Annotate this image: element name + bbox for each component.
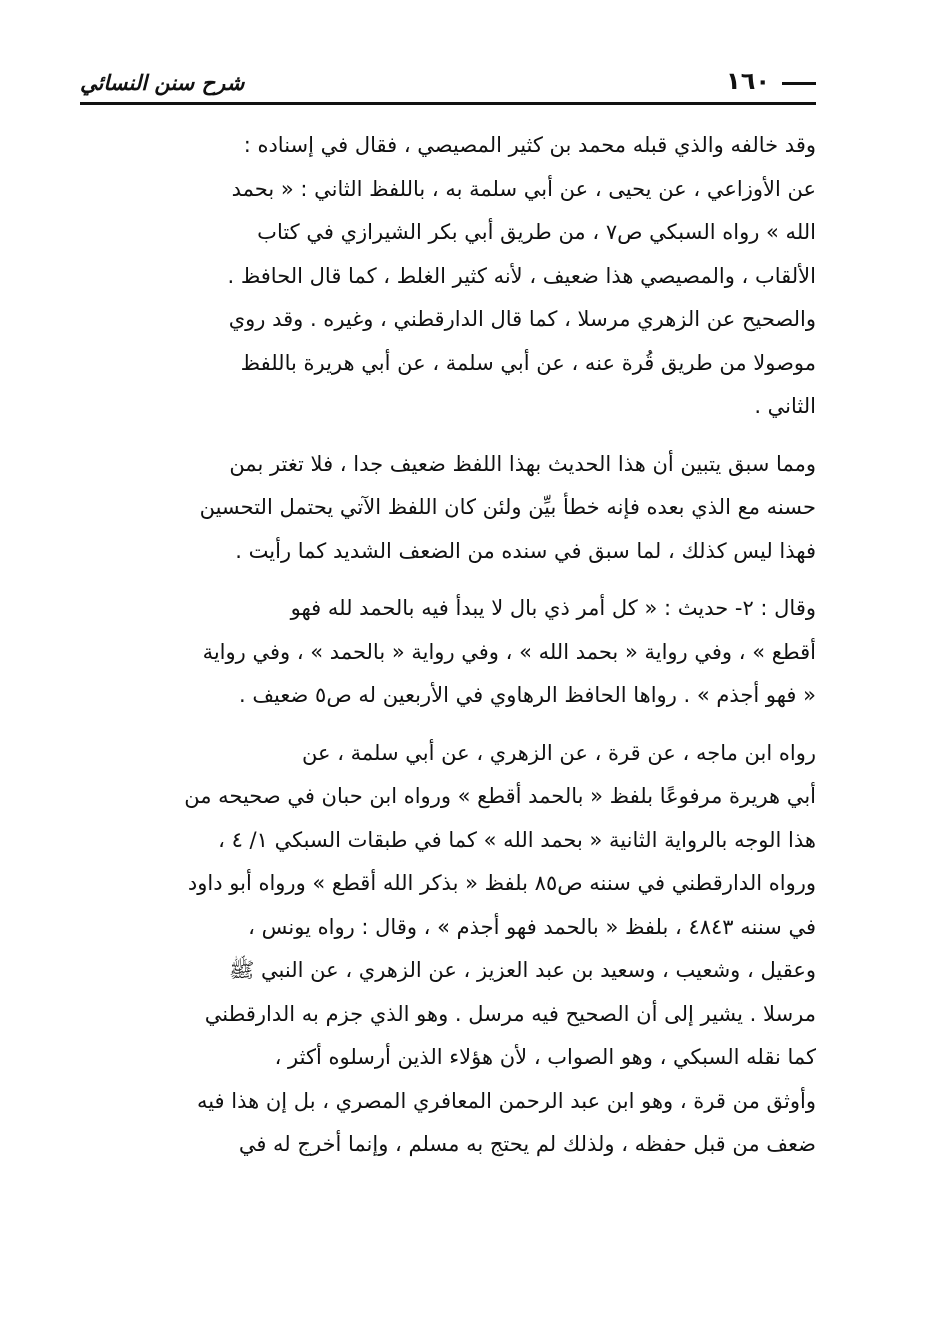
- text-line: ورواه الدارقطني في سننه ص٨٥ بلفظ « بذكر الله أقطع » ورواه أبو داود: [187, 871, 816, 895]
- text-line: وقال : ٢- حديث : « كل أمر ذي بال لا يبدأ فيه بالحمد لله فهو: [290, 596, 816, 620]
- text-line: الثاني .: [754, 394, 816, 418]
- header-rule: [80, 102, 816, 105]
- book-title: شرح سنن النسائي: [80, 71, 245, 95]
- text-line: رواه ابن ماجه ، عن قرة ، عن الزهري ، عن أبي سلمة ، عن: [302, 740, 816, 765]
- text-line: الله » رواه السبكي ص٧ ، من طريق أبي بكر الشيرازي في كتاب: [257, 220, 816, 244]
- text-line: « فهو أجذم » . رواها الحافظ الرهاوي في الأربعين له ص٥ ضعيف .: [238, 683, 816, 707]
- text-line: أقطع » ، وفي رواية « بحمد الله » ، وفي رواية « بالحمد » ، وفي رواية: [202, 639, 816, 664]
- text-line: فهذا ليس كذلك ، لما سبق في سنده من الضعف الشديد كما رأيت .: [235, 538, 816, 563]
- page-number-dash: [782, 82, 816, 85]
- text-line: وعقيل ، وشعيب ، وسعيد بن عبد العزيز ، عن الزهري ، عن النبي ﷺ: [229, 958, 816, 982]
- paragraph-gap: [120, 573, 816, 587]
- paragraph-3: [120, 587, 816, 718]
- text-line: ضعف من قبل حفظه ، ولذلك لم يحتج به مسلم ، وإنما أخرج له في: [238, 1132, 816, 1156]
- text-line: وأوثق من قرة ، وهو ابن عبد الرحمن المعافري المصري ، بل إن هذا فيه: [196, 1088, 816, 1113]
- text-line: الألقاب ، والمصيصي هذا ضعيف ، لأنه كثير الغلط ، كما قال الحافظ .: [227, 263, 816, 288]
- page-number: ١٦٠: [726, 67, 770, 95]
- text-line: والصحيح عن الزهري مرسلا ، كما قال الدارقطني ، وغيره . وقد روي: [228, 307, 816, 331]
- text-line: عن الأوزاعي ، عن يحيى ، عن أبي سلمة به ، باللفظ الثاني : « بحمد: [231, 176, 816, 201]
- text-line: وقد خالفه والذي قبله محمد بن كثير المصيصي ، فقال في إسناده :: [243, 133, 816, 157]
- text-line: في سننه ٤٨٤٣ ، بلفظ « بالحمد فهو أجذم » ، وقال : رواه يونس ،: [248, 914, 816, 939]
- text-line: كما نقله السبكي ، وهو الصواب ، لأن هؤلاء الذين أرسلوه أكثر ،: [274, 1045, 816, 1069]
- paragraph-4: [120, 732, 816, 1167]
- paragraph-2: [120, 443, 816, 574]
- paragraph-1: [120, 124, 816, 429]
- body-text: [120, 124, 816, 1167]
- text-line: هذا الوجه بالرواية الثانية « بحمد الله » كما في طبقات السبكي ١/ ٤ ،: [218, 827, 816, 852]
- text-line: حسنه مع الذي بعده فإنه خطأ بيِّن ولئن كان اللفظ الآتي يحتمل التحسين: [199, 495, 816, 519]
- text-line: ومما سبق يتبين أن هذا الحديث بهذا اللفظ ضعيف جدا ، فلا تغتر بمن: [229, 451, 816, 476]
- running-header: [80, 66, 816, 106]
- text-line: موصولا من طريق قُرة عنه ، عن أبي سلمة ، عن أبي هريرة باللفظ: [240, 350, 816, 375]
- text-line: أبي هريرة مرفوعًا بلفظ « بالحمد أقطع » ورواه ابن حبان في صحيحه من: [184, 784, 816, 808]
- paragraph-gap: [120, 429, 816, 443]
- paragraph-gap: [120, 718, 816, 732]
- text-line: مرسلا . يشير إلى أن الصحيح فيه مرسل . وهو الذي جزم به الدارقطني: [204, 1001, 816, 1026]
